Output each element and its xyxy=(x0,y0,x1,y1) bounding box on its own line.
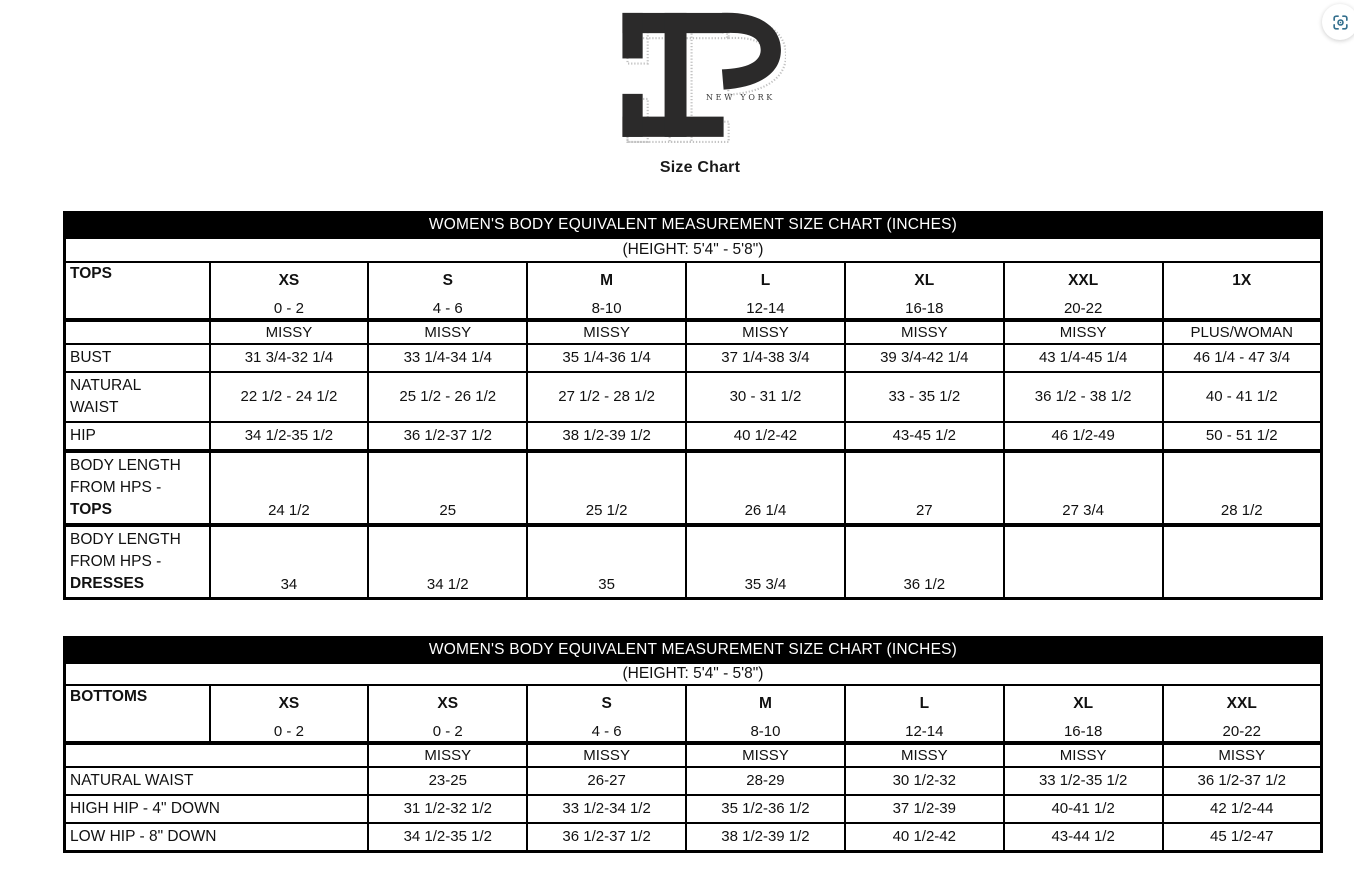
measurement-label xyxy=(65,823,369,852)
size-column-l xyxy=(845,685,1004,743)
measurement-label-text: NATURAL WAIST xyxy=(70,376,141,416)
fit-row-label xyxy=(65,320,210,344)
measurement-value: 30 - 31 1/2 xyxy=(686,372,845,422)
measurement-label xyxy=(65,767,369,795)
size-name: M xyxy=(600,271,614,289)
measurement-value: 22 1/2 - 24 1/2 xyxy=(210,372,369,422)
measurement-label xyxy=(65,372,210,422)
size-column-xs xyxy=(368,685,527,743)
size-range: 0 - 2 xyxy=(273,722,304,740)
table-row xyxy=(65,795,1322,823)
measurement-value: 34 xyxy=(210,525,369,599)
size-column-xl xyxy=(845,262,1004,320)
measurement-value: 26-27 xyxy=(527,767,686,795)
measurement-value: 35 3/4 xyxy=(686,525,845,599)
measurement-value: 26 1/4 xyxy=(686,451,845,525)
size-range: 16-18 xyxy=(1063,722,1103,740)
measurement-label-text: BUST xyxy=(70,348,112,366)
fit-type-cell: MISSY xyxy=(210,320,369,344)
size-range: 20-22 xyxy=(1063,299,1103,317)
measurement-value: 25 1/2 - 26 1/2 xyxy=(368,372,527,422)
size-name: XS xyxy=(437,694,459,712)
measurement-value: 42 1/2-44 xyxy=(1163,795,1322,823)
table-row xyxy=(65,767,1322,795)
fit-type-cell: PLUS/WOMAN xyxy=(1163,320,1322,344)
chart-title-bar: WOMEN'S BODY EQUIVALENT MEASUREMENT SIZE CHART (INCHES) xyxy=(65,213,1322,238)
measurement-label xyxy=(65,422,210,451)
size-name: S xyxy=(442,271,453,289)
size-column-xl xyxy=(1004,685,1163,743)
measurement-value: 36 1/2 xyxy=(845,525,1004,599)
measurement-value: 37 1/4-38 3/4 xyxy=(686,344,845,372)
measurement-value: 33 1/4-34 1/4 xyxy=(368,344,527,372)
table-row xyxy=(65,422,1322,451)
measurement-value: 33 - 35 1/2 xyxy=(845,372,1004,422)
size-range: 0 - 2 xyxy=(273,299,304,317)
measurement-value: 27 1/2 - 28 1/2 xyxy=(527,372,686,422)
table-row xyxy=(65,372,1322,422)
fit-type-cell: MISSY xyxy=(845,743,1004,767)
measurement-value: 40 1/2-42 xyxy=(686,422,845,451)
measurement-value: 38 1/2-39 1/2 xyxy=(686,823,845,852)
fit-type-cell: MISSY xyxy=(845,320,1004,344)
measurement-value: 40 - 41 1/2 xyxy=(1163,372,1322,422)
category-label: TOPS xyxy=(65,262,210,320)
measurement-value: 25 xyxy=(368,451,527,525)
measurement-value: 36 1/2 - 38 1/2 xyxy=(1004,372,1163,422)
table-row xyxy=(65,663,1322,685)
measurement-label xyxy=(65,525,210,599)
measurement-label-text: LOW HIP - 8" DOWN xyxy=(70,827,217,845)
measurement-value: 28 1/2 xyxy=(1163,451,1322,525)
measurement-value: 31 1/2-32 1/2 xyxy=(368,795,527,823)
size-range: 4 - 6 xyxy=(432,299,463,317)
measurement-value: 23-25 xyxy=(368,767,527,795)
size-name: XS xyxy=(278,271,300,289)
measurement-label xyxy=(65,795,369,823)
table-row xyxy=(65,238,1322,262)
table-row xyxy=(65,638,1322,663)
measurement-value: 35 xyxy=(527,525,686,599)
measurement-value: 36 1/2-37 1/2 xyxy=(527,823,686,852)
table-row xyxy=(65,823,1322,852)
measurement-label-text: BODY LENGTH FROM HPS - TOPS xyxy=(70,456,181,518)
table-row xyxy=(65,344,1322,372)
size-column-xs xyxy=(210,685,369,743)
measurement-value: 43 1/4-45 1/4 xyxy=(1004,344,1163,372)
logo-letterforms xyxy=(622,13,781,137)
table-row xyxy=(65,262,1322,320)
measurement-value xyxy=(1163,525,1322,599)
fit-type-cell: MISSY xyxy=(686,743,845,767)
size-column-m xyxy=(686,685,845,743)
size-range: 16-18 xyxy=(905,299,944,317)
size-name: XXL xyxy=(1226,694,1257,712)
measurement-value: 30 1/2-32 xyxy=(845,767,1004,795)
size-range: 20-22 xyxy=(1222,722,1261,740)
measurement-label xyxy=(65,451,210,525)
size-range: 0 - 2 xyxy=(432,722,463,740)
measurement-value: 28-29 xyxy=(686,767,845,795)
measurement-value: 45 1/2-47 xyxy=(1163,823,1322,852)
table-row xyxy=(65,451,1322,525)
measurement-value: 46 1/2-49 xyxy=(1004,422,1163,451)
measurement-value: 40-41 1/2 xyxy=(1004,795,1163,823)
measurement-value: 27 3/4 xyxy=(1004,451,1163,525)
measurement-value: 24 1/2 xyxy=(210,451,369,525)
measurement-value: 43-45 1/2 xyxy=(845,422,1004,451)
fit-type-cell: MISSY xyxy=(1004,743,1163,767)
fit-row-label xyxy=(65,743,369,767)
table-row xyxy=(65,213,1322,238)
fit-type-cell: MISSY xyxy=(686,320,845,344)
logo-subtext: NEW YORK xyxy=(705,92,775,102)
size-column-l xyxy=(686,262,845,320)
measurement-label-text: BODY LENGTH FROM HPS - DRESSES xyxy=(70,530,181,592)
size-column-xs xyxy=(210,262,369,320)
fit-type-cell: MISSY xyxy=(527,320,686,344)
size-chart-caption: Size Chart xyxy=(659,159,741,176)
size-name: XL xyxy=(914,271,935,289)
height-subtitle: (HEIGHT: 5'4" - 5'8") xyxy=(65,238,1322,262)
measurement-value: 31 3/4-32 1/4 xyxy=(210,344,369,372)
measurement-value: 36 1/2-37 1/2 xyxy=(368,422,527,451)
size-column-s xyxy=(368,262,527,320)
measurement-value xyxy=(1004,525,1163,599)
bottoms-size-chart-table xyxy=(63,636,1323,853)
size-column-1x xyxy=(1163,262,1322,320)
size-column-m xyxy=(527,262,686,320)
size-column-s xyxy=(527,685,686,743)
height-subtitle: (HEIGHT: 5'4" - 5'8") xyxy=(65,663,1322,685)
tops-size-chart-table xyxy=(63,211,1323,600)
measurement-label-text: HIGH HIP - 4" DOWN xyxy=(70,799,220,817)
measurement-value: 34 1/2 xyxy=(368,525,527,599)
visual-search-button[interactable] xyxy=(1322,4,1354,40)
measurement-value: 36 1/2-37 1/2 xyxy=(1163,767,1322,795)
size-column-xxl xyxy=(1163,685,1322,743)
fit-type-cell: MISSY xyxy=(368,743,527,767)
measurement-value: 35 1/4-36 1/4 xyxy=(527,344,686,372)
measurement-label xyxy=(65,344,210,372)
size-name: M xyxy=(758,694,772,712)
measurement-value: 34 1/2-35 1/2 xyxy=(210,422,369,451)
measurement-value: 43-44 1/2 xyxy=(1004,823,1163,852)
measurement-label-text: HIP xyxy=(70,426,96,444)
table-row xyxy=(65,743,1322,767)
size-name: S xyxy=(601,694,612,712)
measurement-value: 33 1/2-34 1/2 xyxy=(527,795,686,823)
measurement-label-text: NATURAL WAIST xyxy=(70,771,194,789)
chart-title-bar: WOMEN'S BODY EQUIVALENT MEASUREMENT SIZE CHART (INCHES) xyxy=(65,638,1322,663)
size-range: 12-14 xyxy=(905,722,944,740)
measurement-value: 38 1/2-39 1/2 xyxy=(527,422,686,451)
brand-logo-block xyxy=(610,6,790,177)
measurement-value: 27 xyxy=(845,451,1004,525)
fit-type-cell: MISSY xyxy=(527,743,686,767)
size-name: XS xyxy=(278,694,300,712)
table-row xyxy=(65,525,1322,599)
ep-logo-icon xyxy=(614,6,786,148)
fit-type-cell: MISSY xyxy=(368,320,527,344)
measurement-value: 40 1/2-42 xyxy=(845,823,1004,852)
measurement-value: 33 1/2-35 1/2 xyxy=(1004,767,1163,795)
measurement-value: 25 1/2 xyxy=(527,451,686,525)
size-range: 8-10 xyxy=(591,299,622,317)
measurement-value: 50 - 51 1/2 xyxy=(1163,422,1322,451)
size-name: L xyxy=(760,271,771,289)
measurement-value: 34 1/2-35 1/2 xyxy=(368,823,527,852)
size-range: 12-14 xyxy=(746,299,785,317)
size-range: 8-10 xyxy=(750,722,781,740)
fit-type-cell: MISSY xyxy=(1163,743,1322,767)
fit-type-cell: MISSY xyxy=(1004,320,1163,344)
measurement-value: 35 1/2-36 1/2 xyxy=(686,795,845,823)
category-label: BOTTOMS xyxy=(65,685,210,743)
size-column-xxl xyxy=(1004,262,1163,320)
table-row xyxy=(65,685,1322,743)
visual-search-lens-icon xyxy=(1331,13,1350,32)
measurement-value: 39 3/4-42 1/4 xyxy=(845,344,1004,372)
table-row xyxy=(65,320,1322,344)
size-name: XL xyxy=(1073,694,1094,712)
size-range: 4 - 6 xyxy=(591,722,622,740)
size-name: XXL xyxy=(1068,271,1099,289)
measurement-value: 37 1/2-39 xyxy=(845,795,1004,823)
size-name: 1X xyxy=(1232,271,1252,289)
size-name: L xyxy=(919,694,930,712)
measurement-value: 46 1/4 - 47 3/4 xyxy=(1163,344,1322,372)
